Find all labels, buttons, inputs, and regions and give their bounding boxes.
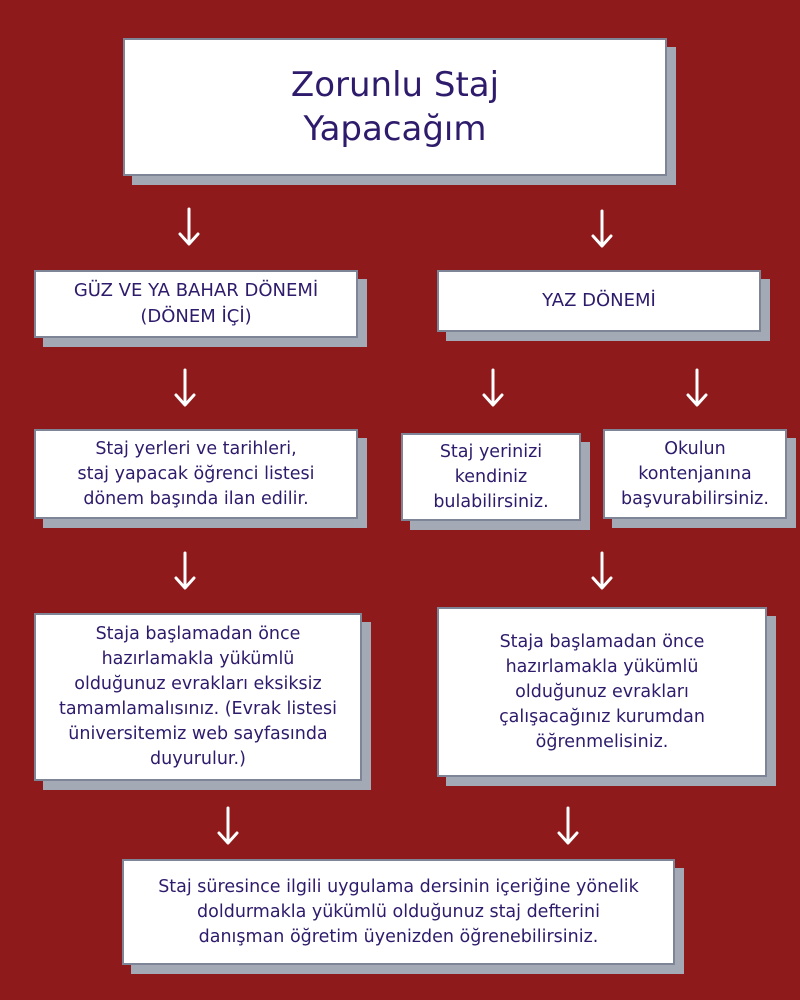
docs-learn-text: Staja başlamadan önce hazırlamakla yükümlü olduğunuz evrakları çalışacağınız kurumdan öğrenmelisiniz. — [499, 631, 705, 752]
arrow-down-icon — [589, 550, 615, 592]
period-autumn-spring-label: GÜZ VE YA BAHAR DÖNEMİ (DÖNEM İÇİ) — [73, 280, 319, 327]
school-quota-text: Okulun kontenjanına başvurabilirsiniz. — [621, 438, 769, 509]
docs-complete-text: Staja başlamadan önce hazırlamakla yükümlü olduğunuz evrakları eksiksiz tamamlamalısınız. (Evrak listesi üniversitemiz web sayfasında duyurulur.) — [58, 624, 338, 769]
school-quota-box — [603, 429, 787, 519]
announcement-box — [34, 429, 358, 519]
arrow-down-icon — [480, 367, 506, 409]
docs-complete-box — [34, 613, 362, 781]
find-own-text: Staj yerinizi kendiniz bulabilirsiniz. — [433, 441, 549, 512]
period-autumn-spring-box — [34, 270, 358, 338]
arrow-down-icon — [176, 206, 202, 248]
docs-learn-box — [437, 607, 767, 777]
arrow-down-icon — [555, 805, 581, 847]
period-summer-box — [437, 270, 761, 332]
arrow-down-icon — [589, 208, 615, 250]
announcement-text: Staj yerleri ve tarihleri, staj yapacak öğrenci listesi dönem başında ilan edilir. — [77, 438, 315, 509]
arrow-down-icon — [684, 367, 710, 409]
final-text: Staj süresince ilgili uygulama dersinin içeriğine yönelik doldurmakla yükümlü olduğunuz staj defterini danışman öğretim üyenizden öğrenebilirsiniz. — [158, 876, 639, 947]
final-box — [122, 859, 675, 965]
page-title: Zorunlu Staj Yapacağım — [290, 65, 500, 149]
arrow-down-icon — [215, 805, 241, 847]
find-own-box — [401, 433, 581, 521]
arrow-down-icon — [172, 367, 198, 409]
period-summer-label: YAZ DÖNEMİ — [542, 290, 656, 311]
title-box — [123, 38, 667, 176]
arrow-down-icon — [172, 550, 198, 592]
